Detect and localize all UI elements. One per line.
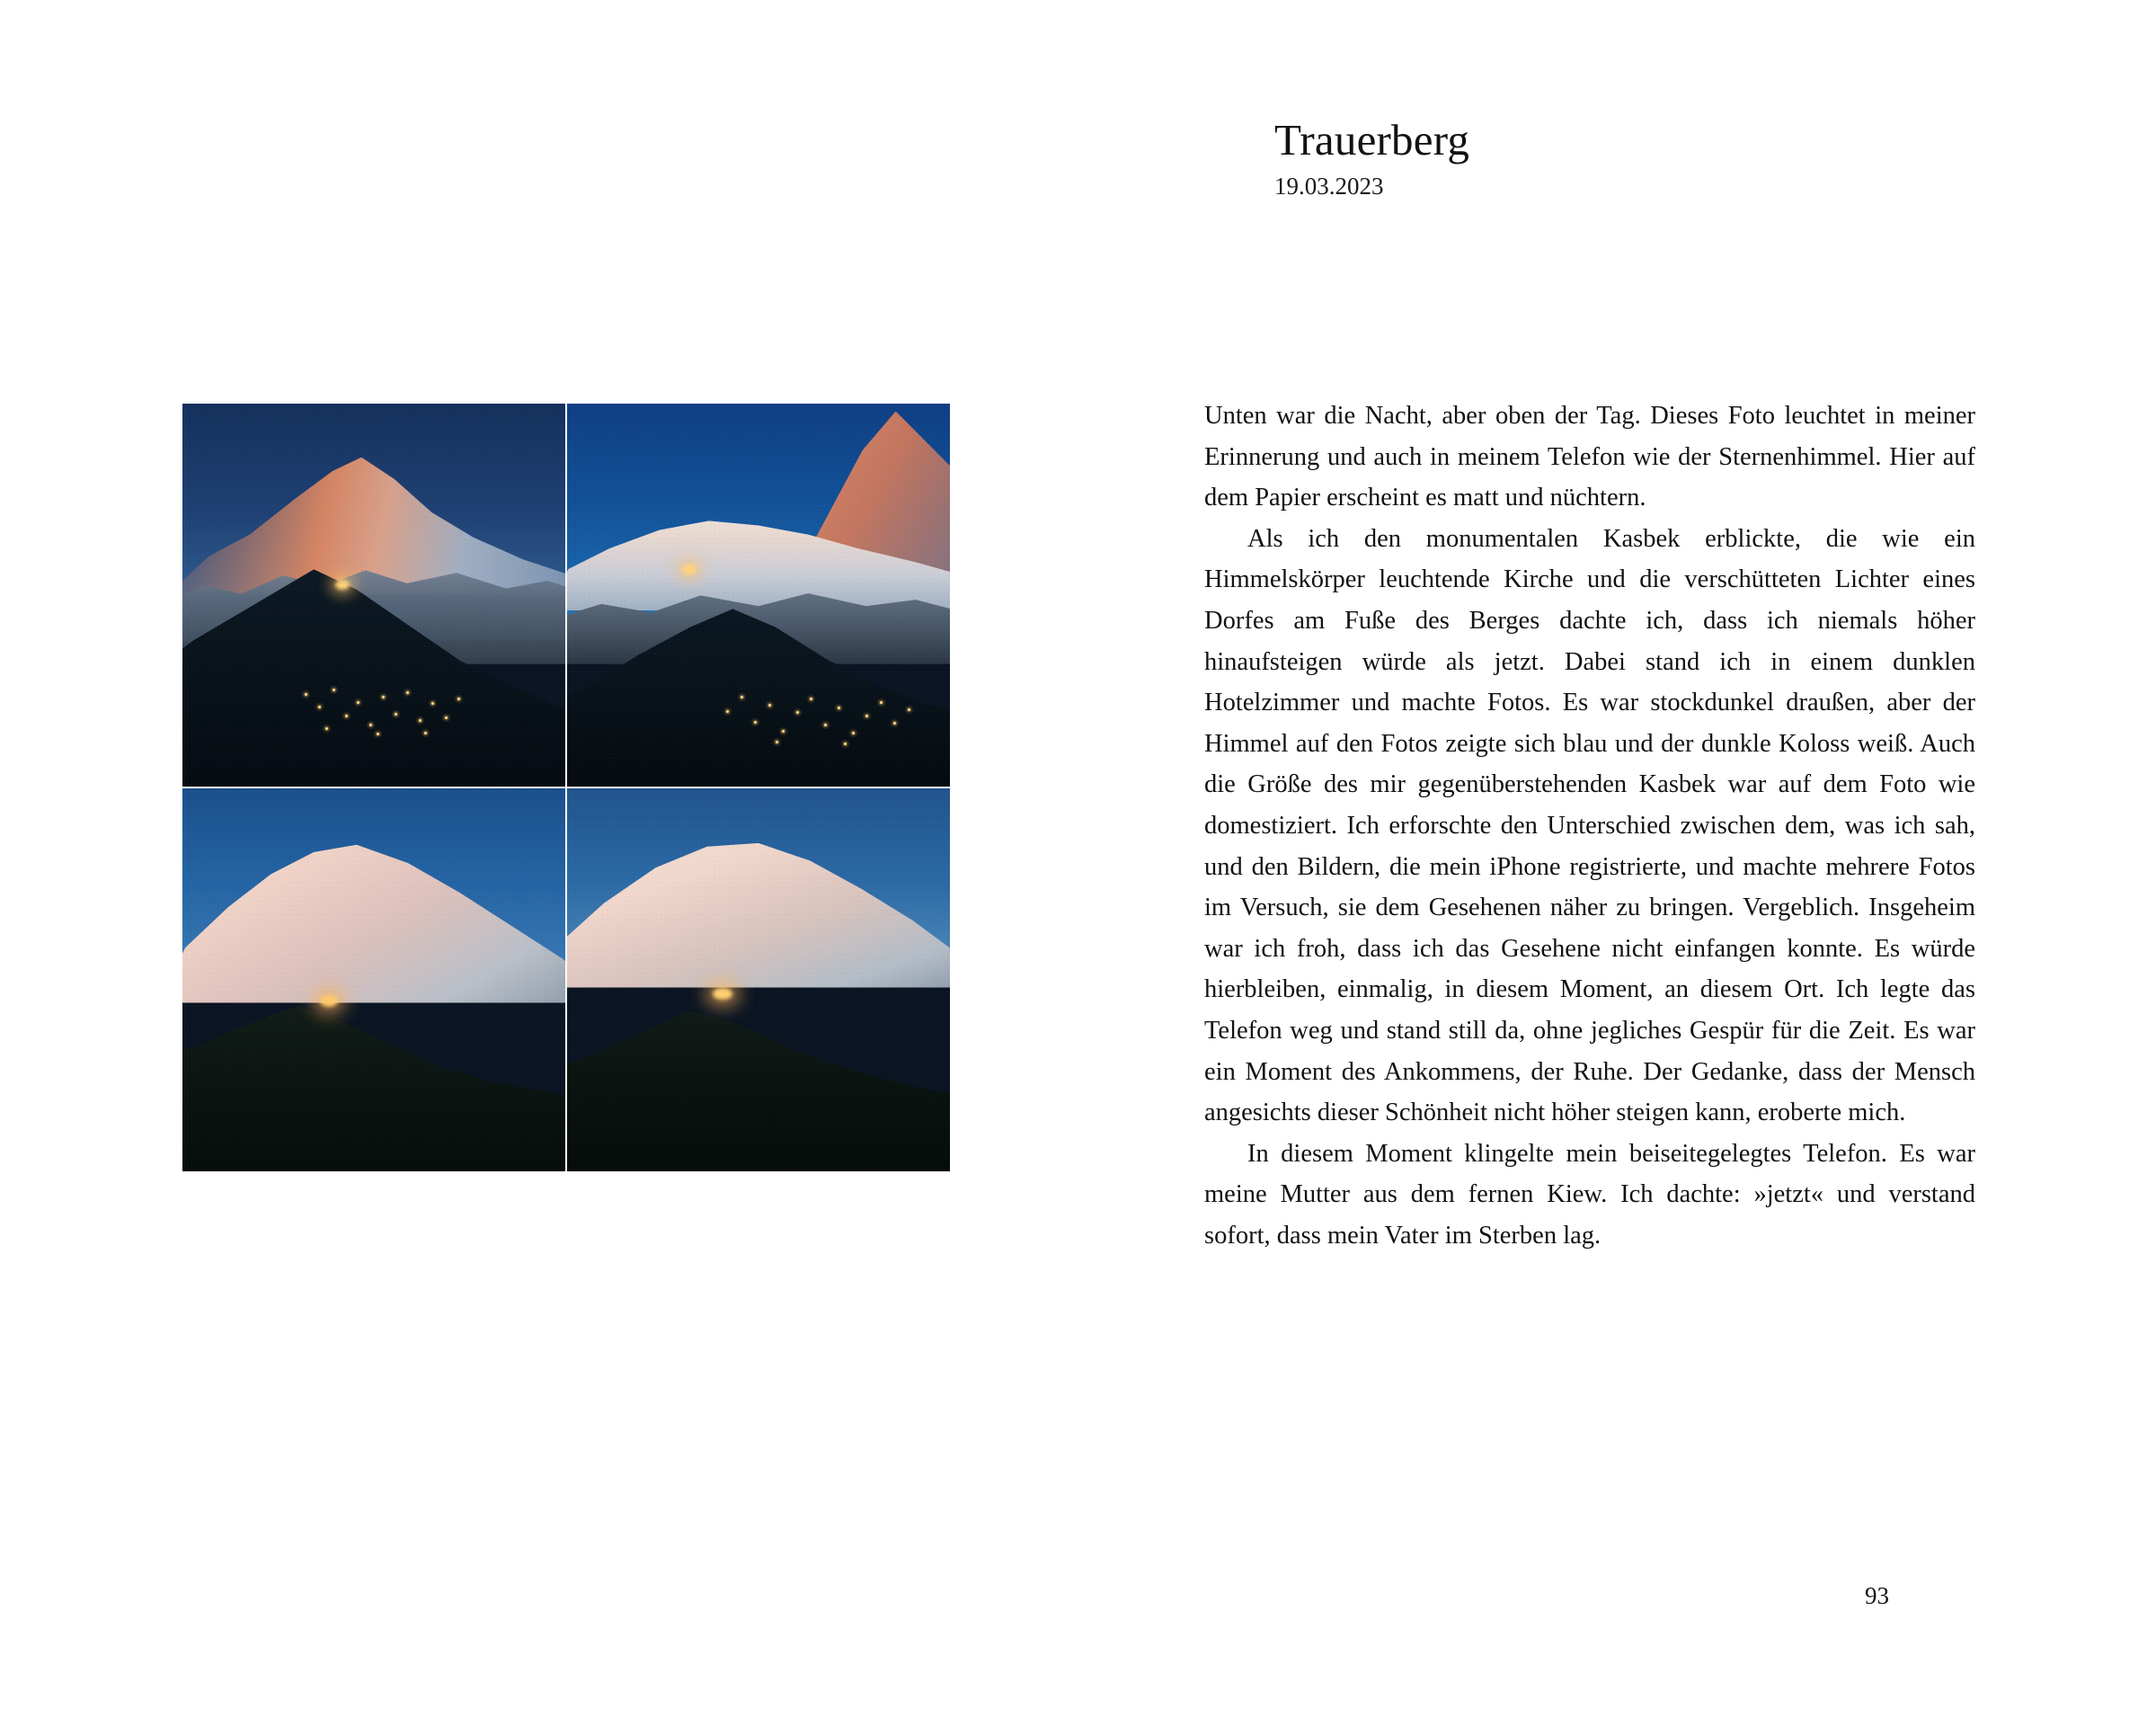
photo-kasbek-peak-night [182,404,565,787]
photo-kasbek-church-glow-right [567,788,950,1171]
body-text-column [1204,396,1975,1256]
page-title: Trauerberg [1274,115,1470,165]
photo-grid [182,404,949,1170]
page-header [1274,117,2083,201]
paragraph-3: In diesem Moment klingelte mein beiseitegelegtes Telefon. Es war meine Mutter aus dem fernen Kiew. Ich dachte: »jetzt« und verstand sofort, dass mein Vater im Sterben lag. [1204,1139,1975,1250]
page-number: 93 [1865,1582,1889,1609]
church-light-glow [682,565,696,574]
page-date: 19.03.2023 [1274,173,1384,200]
photo-kasbek-church-glow-left [182,788,565,1171]
paragraph-1: Unten war die Nacht, aber oben der Tag. Dieses Foto leuchtet in meiner Erinnerung und auch in meinem Telefon wie der Sternenhimmel. Hier auf dem Papier erscheint es matt und nüchtern. [1204,402,1975,512]
church-light-glow [320,995,338,1007]
church-light-glow [713,988,732,1000]
paragraph-2: Als ich den monumentalen Kasbek erblickte, die wie ein Himmelskörper leuchtende Kirche und die verschütteten Lichter eines Dorfes am Fuße des Berges dachte ich, dass ich niemals höher hinaufsteigen würde als jetzt. Dabei stand ich in einem dunklen Hotelzimmer und machte Fotos. Es war stockdunkel draußen, aber der Himmel auf den Fotos zeigte sich blau und der dunkle Koloss weiß. Auch die Größe des mir gegenüberstehenden Kasbek war auf dem Foto wie domestiziert. Ich erforschte den Unterschied zwischen dem, was ich sah, und den Bildern, die mein iPhone registrierte, und machte mehrere Fotos im Versuch, sie dem Gesehenen näher zu bringen. Vergeblich. Insgeheim war ich froh, dass ich das Gesehene nicht einfangen konnte. Es würde hierbleiben, einmalig, in diesem Moment, an diesem Ort. Ich legte das Telefon weg und stand still da, ohne jegliches Gespür für die Zeit. Es war ein Moment des Ankommens, der Ruhe. Der Gedanke, dass der Mensch angesichts dieser Schönheit nicht höher steigen kann, eroberte mich. [1204,524,1975,1127]
photo-kasbek-snowridge-village [567,404,950,787]
